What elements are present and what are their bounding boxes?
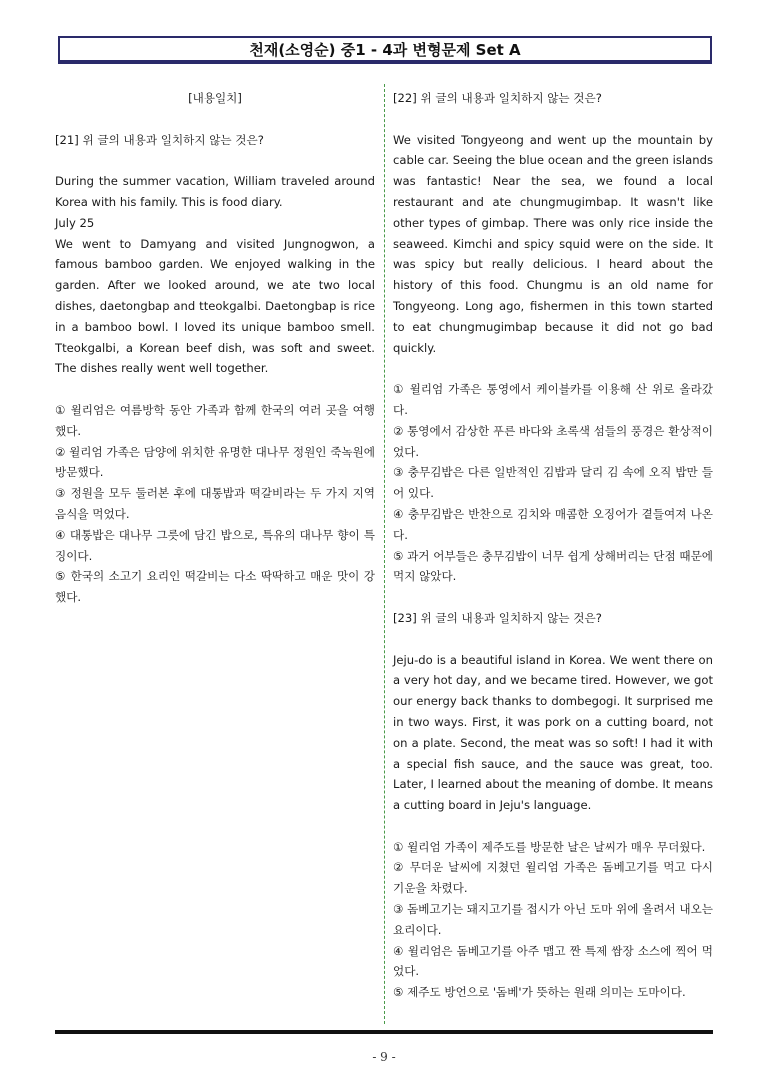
option-21-5: ⑤ 한국의 소고기 요리인 떡갈비는 다소 딱딱하고 매운 맛이 강했다. (55, 569, 375, 605)
option-22-3: ③ 충무김밥은 다른 일반적인 김밥과 달리 김 속에 오직 밥만 들어 있다. (393, 465, 713, 501)
option-23-3: ③ 돔베고기는 돼지고기를 접시가 아닌 도마 위에 올려서 내오는 요리이다. (393, 902, 713, 937)
option-21-4: ④ 대통밥은 대나무 그릇에 담긴 밥으로, 특유의 대나무 향이 특징이다. (55, 527, 375, 563)
right-column (393, 88, 713, 1003)
column-divider (384, 84, 385, 1024)
page-number: - 9 - (372, 1050, 396, 1064)
question-21: [21] 위 글의 내용과 일치하지 않는 것은? (55, 132, 264, 147)
question-22: [22] 위 글의 내용과 일치하지 않는 것은? (393, 91, 602, 105)
passage-21-body: We went to Damyang and visited Jungnogwon, a famous bamboo garden. We enjoyed walking in the garden. After we looked around, we ate two local dishes, daetongbap and tteokgalbi. Daetongbap is rice in a bamboo bowl. I loved its unique bamboo smell. Tteokgalbi, a Korean beef dish, was soft and sweet. The dishes really went well together. (55, 236, 375, 376)
option-23-4: ④ 윌리엄은 돔베고기를 아주 맵고 짠 특제 쌈장 소스에 찍어 먹었다. (393, 943, 713, 979)
option-23-5: ⑤ 제주도 방언으로 '돔베'가 뜻하는 원래 의미는 도마이다. (393, 985, 686, 1000)
option-21-3: ③ 정원을 모두 둘러본 후에 대통밥과 떡갈비라는 두 가지 지역 음식을 먹었다. (55, 486, 375, 521)
option-22-5: ⑤ 과거 어부들은 충무김밥이 너무 쉽게 상해버리는 단점 때문에 먹지 않았다. (393, 548, 713, 584)
passage-23: Jeju-do is a beautiful island in Korea. We went there on a very hot day, and we became tired. However, we got our energy back thanks to dombegogi. It surprised me in two ways. First, it was pork on a cutting board, not on a plate. Second, the meat was so soft! I had it with a special fish sauce, and the sauce was great, too. Later, I learned about the meaning of dombe. It means a cutting board in Jeju's language. (393, 652, 713, 813)
option-22-1: ① 윌리엄 가족은 통영에서 케이블카를 이용해 산 위로 올라갔다. (393, 382, 713, 417)
page-title-box (58, 36, 712, 64)
option-21-1: ① 윌리엄은 여름방학 동안 가족과 함께 한국의 여러 곳을 여행했다. (55, 402, 375, 438)
page-title: 천재(소영순) 중1 - 4과 변형문제 Set A (249, 40, 521, 59)
footer-rule (55, 1030, 713, 1034)
option-23-1: ① 윌리엄 가족이 제주도를 방문한 날은 날씨가 매우 무더웠다. (393, 839, 706, 854)
section-label: [내용일치] (188, 91, 242, 105)
option-21-2: ② 윌리엄 가족은 담양에 위치한 유명한 대나무 정원인 죽녹원에 방문했다. (55, 444, 375, 480)
option-23-2: ② 무더운 날씨에 지쳤던 윌리엄 가족은 돔베고기를 먹고 다시 기운을 차렸다. (393, 860, 713, 896)
question-23: [23] 위 글의 내용과 일치하지 않는 것은? (393, 610, 602, 625)
passage-21-date: July 25 (55, 215, 95, 230)
passage-21-intro: During the summer vacation, William traveled around Korea with his family. This is food diary. (55, 174, 375, 209)
left-column (55, 88, 375, 608)
option-22-2: ② 통영에서 감상한 푸른 바다와 초록색 섬들의 풍경은 환상적이었다. (393, 423, 713, 459)
passage-22: We visited Tongyeong and went up the mountain by cable car. Seeing the blue ocean and the green islands was fantastic! Near the sea, we found a local restaurant and ate chungmugimbap. It wasn't like other types of gimbap. There was only rice inside the seaweed. Kimchi and spicy squid were on the side. It was spicy but really delicious. I heard about the history of this food. Chungmu is an old name for Tongyeong. Long ago, fishermen in this town started to eat chungmugimbap because it did not go bad quickly. (393, 132, 713, 355)
option-22-4: ④ 충무김밥은 반찬으로 김치와 매콤한 오징어가 곁들여져 나온다. (393, 506, 713, 542)
